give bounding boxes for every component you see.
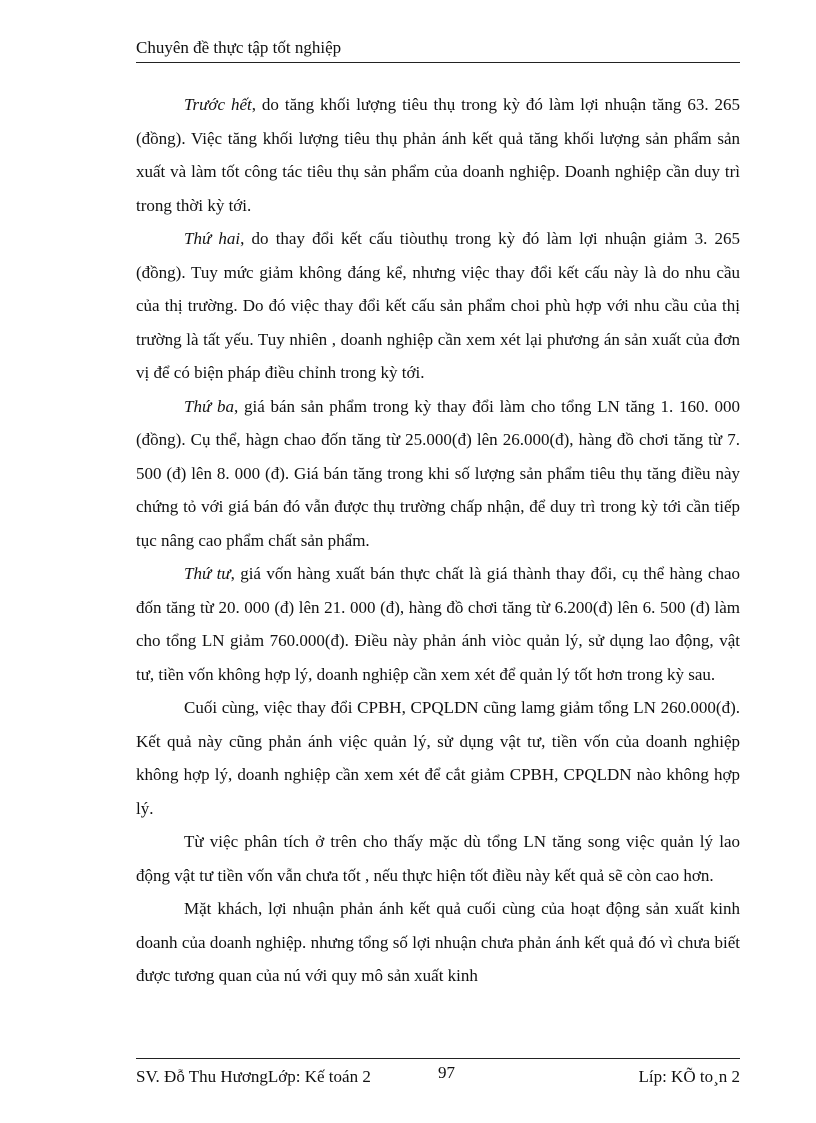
paragraph-lead: Thứ ba xyxy=(184,396,234,416)
paragraph-lead: Thứ tư xyxy=(184,564,231,583)
paragraph-text: Mặt khách, lợi nhuận phản ánh kết quả cuối cùng của hoạt động sản xuất kinh doanh của doanh nghiệp. nhưng tổng số lợi nhuận chưa phản ánh kết quả đó vì chưa biết được tương quan của nú với quy mô sản xuất kinh xyxy=(136,899,740,985)
page-footer xyxy=(136,1058,740,1097)
page-number: 97 xyxy=(438,1063,455,1082)
footer-student-info: SV. Đỗ Thu HươngLớp: Kế toán 2 xyxy=(136,1067,371,1086)
paragraph-text: Cuối cùng, việc thay đổi CPBH, CPQLDN cũng lamg giảm tổng LN 260.000(đ). Kết quả này cũng phản ánh việc quản lý, sử dụng vật tư, tiền vốn của doanh nghiệp không hợp lý, doanh nghiệp cần xem xét để cắt giảm CPBH, CPQLDN nào không hợp lý. xyxy=(136,698,740,818)
paragraph xyxy=(136,892,740,993)
footer-class-info: Líp: KÕ to¸n 2 xyxy=(638,1067,740,1086)
header-title: Chuyên đề thực tập tốt nghiệp xyxy=(136,38,342,57)
paragraph-text: , giá vốn hàng xuất bán thực chất là giá thành thay đổi, cụ thể hàng chao đốn tăng từ 20. 000 (đ) lên 21. 000 (đ), hàng đồ chơi tăng từ 6.200(đ) lên 6. 500 (đ) làm cho tổng LN giảm 760.000(đ). Điều này phản ánh viòc quản lý, sử dụng lao động, vật tư, tiền vốn không hợp lý, doanh nghiệp cần xem xét để quản lý tốt hơn trong kỳ sau. xyxy=(136,564,741,684)
paragraph-lead: Trước hết xyxy=(184,95,252,114)
paragraph-lead: Thứ hai xyxy=(184,229,241,248)
paragraph xyxy=(136,88,740,222)
paragraph xyxy=(136,222,740,390)
paragraph-text: Từ việc phân tích ở trên cho thấy mặc dù tổng LN tăng song việc quản lý lao động vật tư tiền vốn vẫn chưa tốt , nếu thực hiện tốt điều này kết quả sẽ còn cao hơn. xyxy=(136,832,740,885)
paragraph-text: , do tăng khối lượng tiêu thụ trong kỳ đó làm lợi nhuận tăng 63. 265 (đồng). Việc tăng khối lượng tiêu thụ phản ánh kết quả tăng khối lượng sản phẩm sản xuất và làm tốt công tác tiêu thụ sản phẩm của doanh nghiệp. Doanh nghiệp cần duy trì trong thời kỳ tới. xyxy=(136,95,740,215)
paragraph-text: , do thay đổi kết cấu tiòuthụ trong kỳ đó làm lợi nhuận giảm 3. 265 (đồng). Tuy mức giảm không đáng kể, nhưng việc thay đổi kết cấu này là do nhu cầu của thị trường. Do đó việc thay đổi kết cấu sản phẩm choi phù hợp với nhu cầu của thị trường là tất yếu. Tuy nhiên , doanh nghiệp cần xem xét lại phương án sản xuất của đơn vị để có biện pháp điều chỉnh trong kỳ tới. xyxy=(136,229,740,382)
page-header xyxy=(136,38,740,63)
paragraph-text: , giá bán sản phẩm trong kỳ thay đổi làm cho tổng LN tăng 1. 160. 000 (đồng). Cụ thể, hàgn chao đốn tăng từ 25.000(đ) lên 26.000(đ), hàng đồ chơi tăng từ 7. 500 (đ) lên 8. 000 (đ). Giá bán tăng trong khi số lượng sản phẩm tiêu thụ tăng điều này chứng tỏ với giá bán đó vẫn được thụ trường chấp nhận, để duy trì trong kỳ tới cần tiếp tục nâng cao phẩm chất sản phẩm. xyxy=(136,396,740,550)
page-body xyxy=(136,88,740,993)
paragraph xyxy=(136,390,740,558)
paragraph xyxy=(136,691,740,825)
paragraph xyxy=(136,557,740,691)
paragraph xyxy=(136,825,740,892)
